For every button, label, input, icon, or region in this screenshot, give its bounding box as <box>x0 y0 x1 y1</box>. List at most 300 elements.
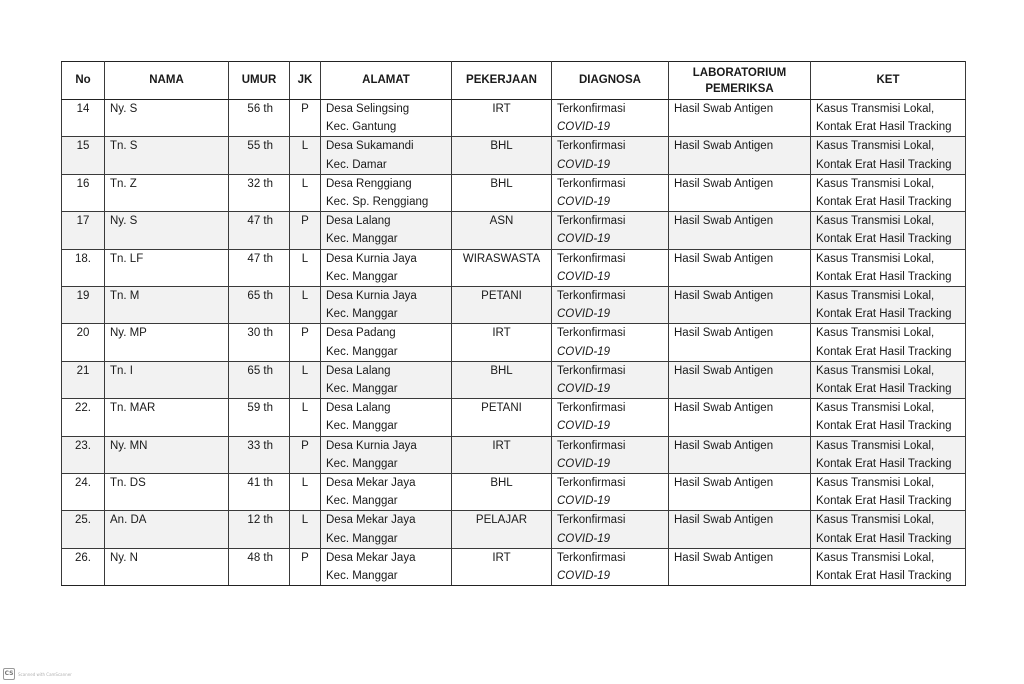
cell-diagnosa-disease: COVID-19 <box>557 308 611 321</box>
cell-pekerjaan-text: WIRASWASTA <box>462 252 541 265</box>
cell-jk <box>290 174 321 211</box>
cell-laboratorium <box>669 100 811 137</box>
cell-alamat-desa: Desa Sukamandi <box>326 140 414 153</box>
cell-ket <box>811 399 966 436</box>
cell-ket-line1: Kasus Transmisi Lokal, <box>816 551 935 564</box>
cell-pekerjaan-text: IRT <box>492 103 511 115</box>
cell-alamat-desa: Desa Kurnia Jaya <box>326 290 417 303</box>
cell-diagnosa-status: Terkonfirmasi <box>557 551 626 564</box>
cell-nama-text: Ny. MN <box>110 439 148 452</box>
cell-jk-text: P <box>301 551 309 564</box>
cell-nama <box>105 287 229 324</box>
cell-ket <box>811 100 966 137</box>
cell-ket-line1: Kasus Transmisi Lokal, <box>816 252 935 265</box>
cell-alamat-kec: Kec. Gantung <box>326 121 397 134</box>
table-row <box>62 474 966 511</box>
cell-nama <box>105 100 229 137</box>
cell-pekerjaan <box>452 249 552 286</box>
cell-alamat <box>321 212 452 249</box>
cell-umur <box>229 474 290 511</box>
cell-no <box>62 436 105 473</box>
cell-laboratorium <box>669 287 811 324</box>
cell-umur <box>229 174 290 211</box>
cell-umur <box>229 548 290 585</box>
cell-alamat <box>321 324 452 361</box>
header-laboratorium <box>669 62 811 100</box>
cell-nama-text: Tn. Z <box>110 177 137 190</box>
cell-ket-line2: Kontak Erat Hasil Tracking <box>816 345 952 358</box>
cell-alamat-kec: Kec. Manggar <box>326 233 398 246</box>
cell-nama-text: Ny. MP <box>110 327 147 340</box>
cell-jk-text: L <box>301 477 309 490</box>
cell-alamat-desa: Desa Mekar Jaya <box>326 477 416 490</box>
cell-diagnosa-disease: COVID-19 <box>557 158 611 171</box>
cell-ket-line1: Kasus Transmisi Lokal, <box>816 514 935 527</box>
table-row <box>62 361 966 398</box>
cell-jk <box>290 436 321 473</box>
cell-laboratorium <box>669 212 811 249</box>
cell-alamat-kec: Kec. Damar <box>326 158 387 171</box>
table-row <box>62 548 966 585</box>
cell-jk-text: L <box>301 514 309 527</box>
cell-laboratorium-text: Hasil Swab Antigen <box>674 364 774 377</box>
cell-laboratorium <box>669 548 811 585</box>
cell-laboratorium-text: Hasil Swab Antigen <box>674 514 774 527</box>
cell-alamat-desa: Desa Lalang <box>326 364 391 377</box>
header-jk: JK <box>290 62 321 100</box>
cell-nama <box>105 436 229 473</box>
cell-diagnosa-disease: COVID-19 <box>557 121 611 134</box>
cell-umur-text: 33 th <box>247 439 273 452</box>
cell-alamat <box>321 174 452 211</box>
cell-umur <box>229 324 290 361</box>
cell-umur <box>229 212 290 249</box>
cell-diagnosa-status: Terkonfirmasi <box>557 514 626 527</box>
cell-jk <box>290 548 321 585</box>
cell-alamat-desa: Desa Kurnia Jaya <box>326 439 417 452</box>
table-body <box>62 100 966 586</box>
header-row <box>62 62 966 100</box>
cell-umur-text: 41 th <box>247 477 273 490</box>
cell-alamat-desa: Desa Lalang <box>326 402 391 415</box>
cell-diagnosa-disease: COVID-19 <box>557 383 611 396</box>
cell-ket-line1: Kasus Transmisi Lokal, <box>816 439 935 452</box>
cell-ket <box>811 137 966 174</box>
cell-alamat <box>321 548 452 585</box>
cell-nama-text: Tn. S <box>110 140 138 153</box>
cell-ket-line1: Kasus Transmisi Lokal, <box>816 177 935 190</box>
cell-ket-line1: Kasus Transmisi Lokal, <box>816 327 935 340</box>
header-no: No <box>62 62 105 100</box>
patient-table <box>61 61 966 586</box>
cell-ket-line2: Kontak Erat Hasil Tracking <box>816 383 952 396</box>
cell-pekerjaan <box>452 100 552 137</box>
cell-umur <box>229 249 290 286</box>
cell-nama-text: Ny. S <box>110 215 138 228</box>
cell-jk <box>290 137 321 174</box>
cell-ket-line2: Kontak Erat Hasil Tracking <box>816 158 952 171</box>
cell-umur-text: 32 th <box>247 177 273 190</box>
cell-ket-line1: Kasus Transmisi Lokal, <box>816 103 935 115</box>
header-alamat: ALAMAT <box>321 62 452 100</box>
cell-no <box>62 511 105 548</box>
table-row <box>62 324 966 361</box>
cell-pekerjaan <box>452 324 552 361</box>
cell-diagnosa <box>552 324 669 361</box>
cell-diagnosa <box>552 511 669 548</box>
cell-nama <box>105 399 229 436</box>
cell-diagnosa-disease: COVID-19 <box>557 495 611 508</box>
table-row <box>62 174 966 211</box>
cell-ket <box>811 324 966 361</box>
cell-diagnosa-disease: COVID-19 <box>557 345 611 358</box>
cell-no <box>62 174 105 211</box>
cell-diagnosa-disease: COVID-19 <box>557 420 611 433</box>
cell-ket-line2: Kontak Erat Hasil Tracking <box>816 457 952 470</box>
cell-ket <box>811 548 966 585</box>
cell-no <box>62 548 105 585</box>
cell-alamat <box>321 137 452 174</box>
cell-ket-line1: Kasus Transmisi Lokal, <box>816 215 935 228</box>
cell-nama <box>105 174 229 211</box>
cell-diagnosa-status: Terkonfirmasi <box>557 103 626 115</box>
cell-diagnosa-status: Terkonfirmasi <box>557 364 626 377</box>
cell-alamat-kec: Kec. Manggar <box>326 570 398 583</box>
header-laboratorium-line2: PEMERIKSA <box>705 82 774 95</box>
cell-alamat <box>321 474 452 511</box>
cell-umur-text: 56 th <box>247 103 273 115</box>
cell-laboratorium <box>669 361 811 398</box>
table-row <box>62 212 966 249</box>
cell-diagnosa <box>552 436 669 473</box>
cell-pekerjaan <box>452 436 552 473</box>
cell-diagnosa-status: Terkonfirmasi <box>557 177 626 190</box>
cell-ket <box>811 361 966 398</box>
cell-no <box>62 212 105 249</box>
cell-pekerjaan <box>452 474 552 511</box>
cell-laboratorium-text: Hasil Swab Antigen <box>674 177 774 190</box>
cell-nama-text: Tn. I <box>110 364 134 377</box>
cell-alamat-desa: Desa Renggiang <box>326 177 412 190</box>
cell-diagnosa-disease: COVID-19 <box>557 233 611 246</box>
cell-diagnosa-disease: COVID-19 <box>557 457 611 470</box>
cell-pekerjaan-text: BHL <box>490 140 513 153</box>
cell-ket-line2: Kontak Erat Hasil Tracking <box>816 570 952 583</box>
cell-ket <box>811 436 966 473</box>
cell-alamat <box>321 287 452 324</box>
cell-pekerjaan <box>452 511 552 548</box>
cell-umur-text: 59 th <box>247 402 273 415</box>
cell-no-text: 26. <box>75 551 91 564</box>
cell-alamat <box>321 100 452 137</box>
cell-nama <box>105 361 229 398</box>
cell-diagnosa <box>552 548 669 585</box>
cell-diagnosa-disease: COVID-19 <box>557 196 611 209</box>
cell-pekerjaan <box>452 548 552 585</box>
cell-no <box>62 249 105 286</box>
cell-no-text: 14 <box>76 103 90 115</box>
cell-laboratorium <box>669 436 811 473</box>
cell-laboratorium-text: Hasil Swab Antigen <box>674 477 774 490</box>
cell-diagnosa-status: Terkonfirmasi <box>557 215 626 228</box>
cell-alamat-kec: Kec. Manggar <box>326 308 398 321</box>
cell-jk-text: L <box>301 402 309 415</box>
cell-pekerjaan-text: IRT <box>492 551 511 564</box>
cell-alamat-desa: Desa Kurnia Jaya <box>326 252 417 265</box>
cell-jk-text: P <box>301 215 309 228</box>
cell-pekerjaan-text: PELAJAR <box>475 514 528 527</box>
cell-no-text: 25. <box>75 514 91 527</box>
cell-nama-text: Tn. M <box>110 290 140 303</box>
cell-nama <box>105 511 229 548</box>
cell-diagnosa-status: Terkonfirmasi <box>557 327 626 340</box>
cell-jk <box>290 324 321 361</box>
header-nama: NAMA <box>105 62 229 100</box>
cell-diagnosa-status: Terkonfirmasi <box>557 477 626 490</box>
cell-nama-text: An. DA <box>110 514 147 527</box>
cell-ket-line2: Kontak Erat Hasil Tracking <box>816 233 952 246</box>
cell-jk <box>290 399 321 436</box>
cell-nama-text: Tn. MAR <box>110 402 156 415</box>
cell-nama-text: Ny. S <box>110 103 138 115</box>
cell-diagnosa <box>552 399 669 436</box>
table-row <box>62 287 966 324</box>
cell-alamat <box>321 399 452 436</box>
cell-pekerjaan <box>452 174 552 211</box>
cell-no-text: 19 <box>76 290 90 303</box>
table-row <box>62 249 966 286</box>
cell-nama-text: Ny. N <box>110 551 138 564</box>
cell-laboratorium-text: Hasil Swab Antigen <box>674 140 774 153</box>
cell-laboratorium <box>669 174 811 211</box>
cell-nama <box>105 548 229 585</box>
cell-ket <box>811 174 966 211</box>
cell-ket <box>811 287 966 324</box>
cell-alamat-desa: Desa Lalang <box>326 215 391 228</box>
cell-jk <box>290 287 321 324</box>
cell-laboratorium <box>669 249 811 286</box>
cell-laboratorium-text: Hasil Swab Antigen <box>674 551 774 564</box>
cell-pekerjaan-text: BHL <box>490 477 513 490</box>
cell-diagnosa <box>552 137 669 174</box>
cell-alamat-kec: Kec. Sp. Renggiang <box>326 196 429 209</box>
cell-ket <box>811 249 966 286</box>
cell-jk <box>290 212 321 249</box>
header-ket: KET <box>811 62 966 100</box>
cell-diagnosa-disease: COVID-19 <box>557 532 611 545</box>
cell-alamat-kec: Kec. Manggar <box>326 270 398 283</box>
header-pekerjaan: PEKERJAAN <box>452 62 552 100</box>
cell-pekerjaan-text: IRT <box>492 327 511 340</box>
cell-diagnosa <box>552 100 669 137</box>
cell-nama <box>105 137 229 174</box>
cell-laboratorium <box>669 324 811 361</box>
cell-no <box>62 137 105 174</box>
cell-alamat-kec: Kec. Manggar <box>326 383 398 396</box>
cell-laboratorium-text: Hasil Swab Antigen <box>674 439 774 452</box>
cell-jk-text: P <box>301 327 309 340</box>
cell-no <box>62 399 105 436</box>
cell-ket-line2: Kontak Erat Hasil Tracking <box>816 420 952 433</box>
cell-no-text: 15 <box>76 140 90 153</box>
cell-nama-text: Tn. DS <box>110 477 146 490</box>
table-header <box>62 62 966 100</box>
cell-jk-text: L <box>301 290 309 303</box>
cell-ket-line1: Kasus Transmisi Lokal, <box>816 290 935 303</box>
scanner-watermark <box>3 668 72 680</box>
cell-ket <box>811 474 966 511</box>
cell-umur <box>229 511 290 548</box>
cell-laboratorium-text: Hasil Swab Antigen <box>674 290 774 303</box>
cell-pekerjaan <box>452 212 552 249</box>
cell-pekerjaan-text: BHL <box>490 177 513 190</box>
cell-alamat <box>321 436 452 473</box>
cell-alamat-desa: Desa Padang <box>326 327 396 340</box>
cell-pekerjaan-text: PETANI <box>481 402 522 415</box>
cell-no <box>62 100 105 137</box>
cell-diagnosa-disease: COVID-19 <box>557 270 611 283</box>
cell-jk <box>290 511 321 548</box>
header-laboratorium-line1: LABORATORIUM <box>692 66 787 79</box>
cell-alamat-kec: Kec. Manggar <box>326 420 398 433</box>
cell-no-text: 24. <box>75 477 91 490</box>
cell-nama <box>105 474 229 511</box>
cell-umur-text: 30 th <box>247 327 273 340</box>
cell-no-text: 17 <box>76 215 90 228</box>
cell-laboratorium-text: Hasil Swab Antigen <box>674 252 774 265</box>
cell-no-text: 23. <box>75 439 91 452</box>
cell-pekerjaan <box>452 287 552 324</box>
cell-jk-text: P <box>301 439 309 452</box>
cell-pekerjaan <box>452 361 552 398</box>
cell-umur-text: 47 th <box>247 215 273 228</box>
cell-no-text: 20 <box>76 327 90 340</box>
cell-diagnosa <box>552 474 669 511</box>
cell-no <box>62 474 105 511</box>
cell-diagnosa-status: Terkonfirmasi <box>557 290 626 303</box>
cell-alamat-kec: Kec. Manggar <box>326 495 398 508</box>
cell-diagnosa-status: Terkonfirmasi <box>557 252 626 265</box>
cell-diagnosa-status: Terkonfirmasi <box>557 439 626 452</box>
cell-pekerjaan-text: BHL <box>490 364 513 377</box>
cell-no-text: 18. <box>75 252 91 265</box>
watermark-caption: Scanned with CamScanner <box>18 671 72 677</box>
cell-alamat-kec: Kec. Manggar <box>326 345 398 358</box>
cell-laboratorium-text: Hasil Swab Antigen <box>674 103 774 115</box>
cell-diagnosa-disease: COVID-19 <box>557 570 611 583</box>
cell-no <box>62 324 105 361</box>
cell-ket-line1: Kasus Transmisi Lokal, <box>816 140 935 153</box>
cell-alamat-desa: Desa Mekar Jaya <box>326 551 416 564</box>
camscanner-logo: CS <box>3 668 15 680</box>
cell-no <box>62 287 105 324</box>
table-row <box>62 100 966 137</box>
cell-diagnosa <box>552 287 669 324</box>
cell-pekerjaan-text: PETANI <box>481 290 522 303</box>
cell-jk-text: L <box>301 364 309 377</box>
cell-alamat-desa: Desa Selingsing <box>326 103 410 115</box>
cell-alamat-kec: Kec. Manggar <box>326 532 398 545</box>
cell-jk-text: L <box>301 177 309 190</box>
cell-no-text: 22. <box>75 402 91 415</box>
cell-alamat <box>321 361 452 398</box>
cell-ket-line1: Kasus Transmisi Lokal, <box>816 477 935 490</box>
table-row <box>62 436 966 473</box>
cell-diagnosa-status: Terkonfirmasi <box>557 402 626 415</box>
cell-nama <box>105 212 229 249</box>
cell-pekerjaan <box>452 137 552 174</box>
cell-laboratorium <box>669 474 811 511</box>
cell-umur-text: 65 th <box>247 290 273 303</box>
cell-laboratorium <box>669 137 811 174</box>
cell-pekerjaan <box>452 399 552 436</box>
cell-ket <box>811 511 966 548</box>
cell-jk <box>290 249 321 286</box>
cell-umur <box>229 399 290 436</box>
table-row <box>62 399 966 436</box>
cell-ket-line2: Kontak Erat Hasil Tracking <box>816 532 952 545</box>
cell-diagnosa <box>552 174 669 211</box>
cell-jk <box>290 474 321 511</box>
cell-jk <box>290 361 321 398</box>
cell-umur-text: 55 th <box>247 140 273 153</box>
cell-ket-line2: Kontak Erat Hasil Tracking <box>816 495 952 508</box>
cell-laboratorium-text: Hasil Swab Antigen <box>674 327 774 340</box>
cell-umur <box>229 287 290 324</box>
cell-ket-line1: Kasus Transmisi Lokal, <box>816 364 935 377</box>
cell-alamat-kec: Kec. Manggar <box>326 457 398 470</box>
cell-ket-line2: Kontak Erat Hasil Tracking <box>816 270 952 283</box>
cell-jk-text: L <box>301 140 309 153</box>
cell-no-text: 16 <box>76 177 90 190</box>
cell-jk <box>290 100 321 137</box>
cell-alamat-desa: Desa Mekar Jaya <box>326 514 416 527</box>
cell-diagnosa <box>552 249 669 286</box>
cell-pekerjaan-text: ASN <box>489 215 514 228</box>
cell-laboratorium-text: Hasil Swab Antigen <box>674 402 774 415</box>
cell-no <box>62 361 105 398</box>
cell-laboratorium-text: Hasil Swab Antigen <box>674 215 774 228</box>
cell-diagnosa <box>552 212 669 249</box>
cell-nama <box>105 249 229 286</box>
cell-laboratorium <box>669 511 811 548</box>
table-row <box>62 511 966 548</box>
cell-umur <box>229 361 290 398</box>
cell-diagnosa <box>552 361 669 398</box>
cell-ket-line2: Kontak Erat Hasil Tracking <box>816 308 952 321</box>
cell-jk-text: P <box>301 103 309 115</box>
cell-no-text: 21 <box>76 364 90 377</box>
cell-pekerjaan-text: IRT <box>492 439 511 452</box>
cell-alamat <box>321 511 452 548</box>
cell-nama-text: Tn. LF <box>110 252 144 265</box>
cell-diagnosa-status: Terkonfirmasi <box>557 140 626 153</box>
table-row <box>62 137 966 174</box>
cell-ket <box>811 212 966 249</box>
cell-ket-line2: Kontak Erat Hasil Tracking <box>816 121 952 134</box>
cell-ket-line1: Kasus Transmisi Lokal, <box>816 402 935 415</box>
header-umur: UMUR <box>229 62 290 100</box>
cell-umur-text: 48 th <box>247 551 273 564</box>
cell-nama <box>105 324 229 361</box>
cell-laboratorium <box>669 399 811 436</box>
cell-ket-line2: Kontak Erat Hasil Tracking <box>816 196 952 209</box>
cell-umur-text: 12 th <box>247 514 273 527</box>
header-diagnosa: DIAGNOSA <box>552 62 669 100</box>
cell-umur <box>229 137 290 174</box>
cell-umur <box>229 436 290 473</box>
cell-umur-text: 47 th <box>247 252 273 265</box>
